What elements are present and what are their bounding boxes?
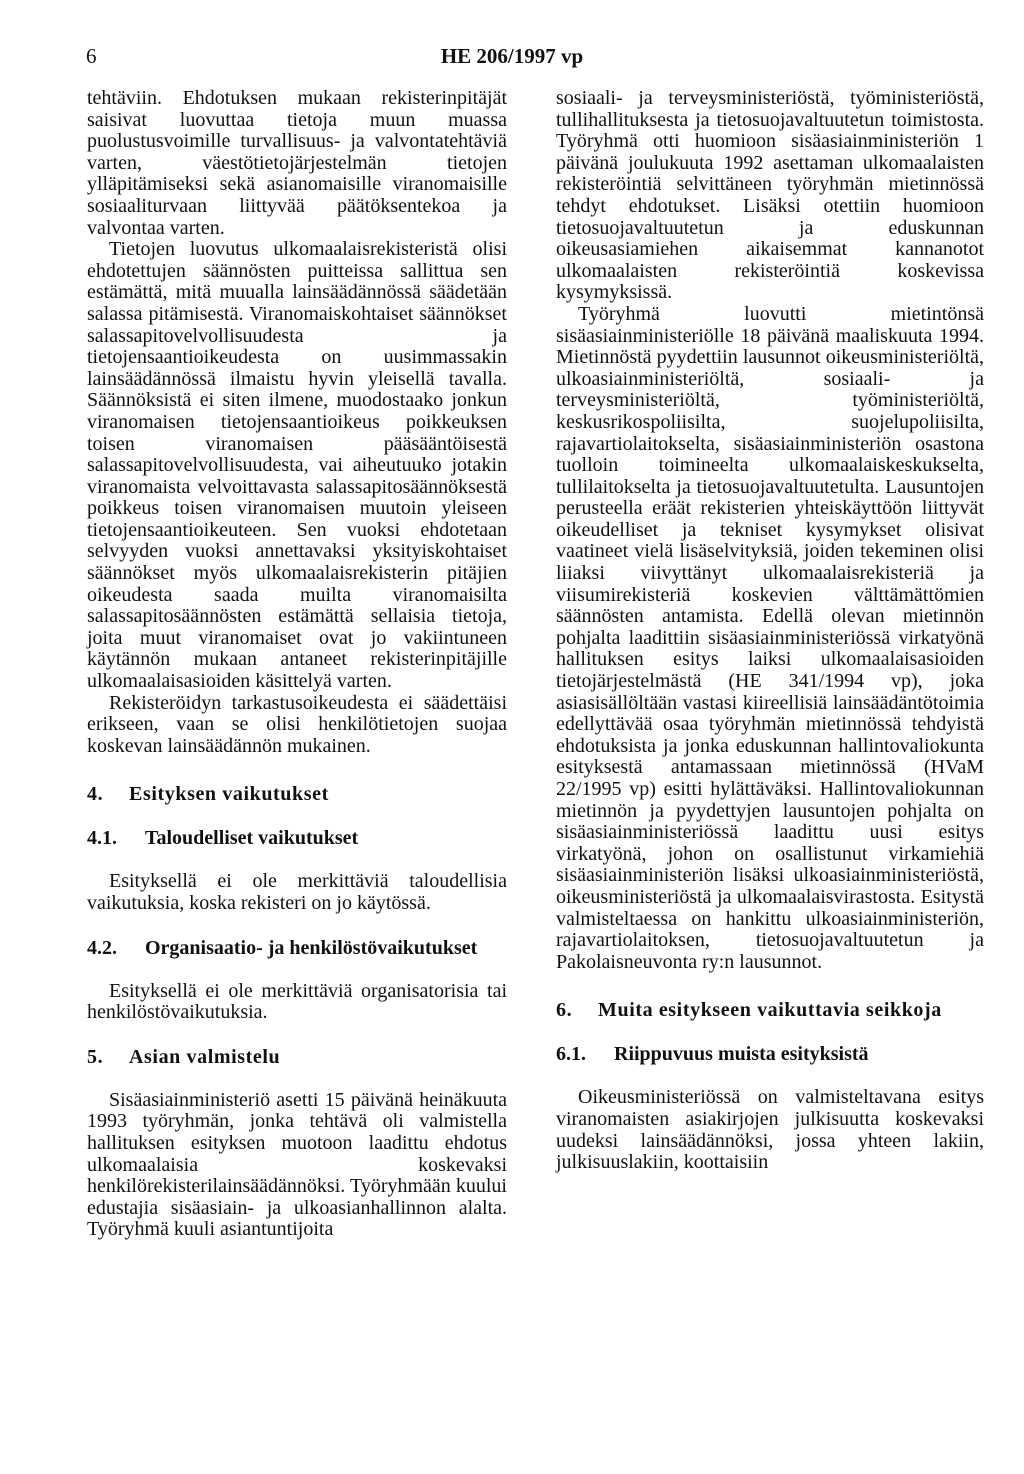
paragraph: Työryhmä luovutti mietintönsä sisäasiainministeriölle 18 päivänä maaliskuuta 1994. Mietinnöstä pyydettiin lausunnot oikeusministeriöltä, ulkoasiainministeriöltä, sosiaali- ja terveysministeriöltä, työministeriöltä, keskusrikospoliisilta, suojelupoliisilta, rajavartiolaitokselta, sisäasiainministeriön osastona tuolloin toimineelta ulkomaalaiskeskukselta, tullilaitokselta ja tietosuojavaltuutetulta. Lausuntojen perusteella eräät rekisterien yhteiskäyttöön liittyvät oikeudelliset ja tekniset kysymykset olisivat vaatineet vielä lisäselvityksiä, joiden tekeminen olisi liiaksi viivyttänyt ulkomaalaisrekisteriä ja viisumirekisteriä koskevien välttämättömien säännösten antamista. Edellä olevan mietinnön pohjalta laadittiin sisäasiainministeriössä virkatyönä hallituksen esitys laiksi ulkomaalaisasioiden tietojärjestelmästä (HE 341/1994 vp), joka asiasisällöltään vastasi kiireellisiä lainsäädäntötoimia edellyttävää osaa työryhmän mietinnössä tehdyistä ehdotuksista ja jonka eduskunnan hallintovaliokunta esityksestä antamassaan mietinnössä (HVaM 22/1995 vp) esitti hylättäväksi. Hallintovaliokunnan mietinnön ja pyydettyjen lausuntojen pohjalta on sisäasiainministeriössä laadittu uusi esitys virkatyönä, johon on osallistunut virkamiehiä sisäasiainministeriön lisäksi ulkoasiainministeriöstä, oikeusministeriöstä ja ulkomaalaisvirastosta. Esitystä valmisteltaessa on hankittu ulkoasiainministeriön, rajavartiolaitoksen, tietosuojavaltuutetun ja Pakolaisneuvonta ry:n lausunnot. <box>556 302 984 973</box>
subsection-heading <box>87 937 507 959</box>
subsection-heading <box>87 827 507 849</box>
subsection-heading <box>556 1043 984 1065</box>
section-number: 4. <box>87 783 104 806</box>
subsection-number: 6.1. <box>556 1043 586 1066</box>
section-number: 5. <box>87 1045 104 1068</box>
document-id: HE 206/1997 vp <box>440 44 584 68</box>
right-column <box>556 88 984 1174</box>
page-number: 6 <box>86 44 97 68</box>
paragraph: Oikeusministeriössä on valmisteltavana esitys viranomaisten asiakirjojen julkisuutta koskevaksi uudeksi lainsäädännöksi, jossa yhteen lakiin, julkisuuslakiin, koottaisiin <box>556 1086 984 1174</box>
paragraph: Tietojen luovutus ulkomaalaisrekisteristä olisi ehdotettujen säännösten puitteissa sallittua sen estämättä, mitä muualla lainsäädännössä säädetään salassa pitämisestä. Viranomaiskohtaiset säännökset salassapitovelvollisuudesta ja tietojensaantioikeudesta on uusimmassakin lainsäädännössä ilmaistu hyvin yleisellä tavalla. Säännöksistä ei siten ilmene, muodostaako jonkun viranomaisen tietojensaantioikeus poikkeuksen toisen viranomaisen pääsääntöisestä salassapitovelvollisuudesta, vai aiheutuuko jotakin viranomaista velvoittavasta salassapitosäännöksestä poikkeus toisen viranomaisen muutoin yleiseen tietojensaantioikeuteen. Sen vuoksi ehdotetaan selvyyden vuoksi annettavaksi yksityiskohtaiset säännökset myös ulkomaalaisrekisterin pitäjien oikeudesta saada muilta viranomaisilta salassapitosäännösten estämättä sellaisia tietoja, joita muut viranomaiset ovat jo vakiintuneen käytännön mukaan antaneet rekisterinpitäjille ulkomaalaisasioiden käsittelyä varten. <box>87 238 507 693</box>
left-column <box>87 88 507 1241</box>
paragraph: Esityksellä ei ole merkittäviä taloudellisia vaikutuksia, koska rekisteri on jo käytössä. <box>87 870 507 914</box>
section-heading <box>87 1046 507 1068</box>
subsection-number: 4.2. <box>87 936 117 959</box>
section-heading <box>556 999 984 1021</box>
paragraph: Esityksellä ei ole merkittäviä organisatorisia tai henkilöstövaikutuksia. <box>87 979 507 1024</box>
subsection-title: Taloudelliset vaikutukset <box>145 827 359 850</box>
paragraph: Sisäasiainministeriö asetti 15 päivänä heinäkuuta 1993 työryhmän, jonka tehtävä oli valmistella hallituksen esityksen muotoon laadittu ehdotus ulkomaalaisia koskevaksi henkilörekisterilainsäädännöksi. Työryhmään kuului edustajia sisäasiain- ja ulkoasianhallinnon alalta. Työryhmä kuuli asiantuntijoita <box>87 1088 507 1241</box>
paragraph: Rekisteröidyn tarkastusoikeudesta ei säädettäisi erikseen, vaan se olisi henkilötietojen suojaa koskevan lainsäädännön mukainen. <box>87 691 507 757</box>
section-heading <box>87 783 507 805</box>
section-title: Esityksen vaikutukset <box>129 783 329 806</box>
section-title: Muita esitykseen vaikuttavia seikkoja <box>598 999 942 1022</box>
subsection-title: Riippuvuus muista esityksistä <box>614 1043 869 1066</box>
section-number: 6. <box>556 999 573 1022</box>
subsection-title: Organisaatio- ja henkilöstövaikutukset <box>145 936 478 959</box>
section-title: Asian valmistelu <box>129 1045 281 1068</box>
page-header <box>86 44 938 74</box>
paragraph: sosiaali- ja terveysministeriöstä, työministeriöstä, tullihallituksesta ja tietosuojavaltuutetun toimistosta. Työryhmä otti huomioon sisäasiainministeriön 1 päivänä joulukuuta 1992 asettaman ulkomaalaisten rekisteröintiä selvittäneen työryhmän mietinnössä tehdyt ehdotukset. Lisäksi otettiin huomioon tietosuojavaltuutetun ja eduskunnan oikeusasiamiehen aikaisemmat kannanotot ulkomaalaisten rekisteröintiä koskevissa kysymyksissä. <box>556 87 984 304</box>
paragraph: tehtäviin. Ehdotuksen mukaan rekisterinpitäjät saisivat luovuttaa tietoja muun muassa puolustusvoimille turvallisuus- ja valvontatehtäviä varten, väestötietojärjestelmän tietojen ylläpitämiseksi sekä asianomaisille viranomaisille sosiaaliturvaan liittyvää päätöksentekoa ja valvontaa varten. <box>87 87 507 239</box>
subsection-number: 4.1. <box>87 827 117 850</box>
